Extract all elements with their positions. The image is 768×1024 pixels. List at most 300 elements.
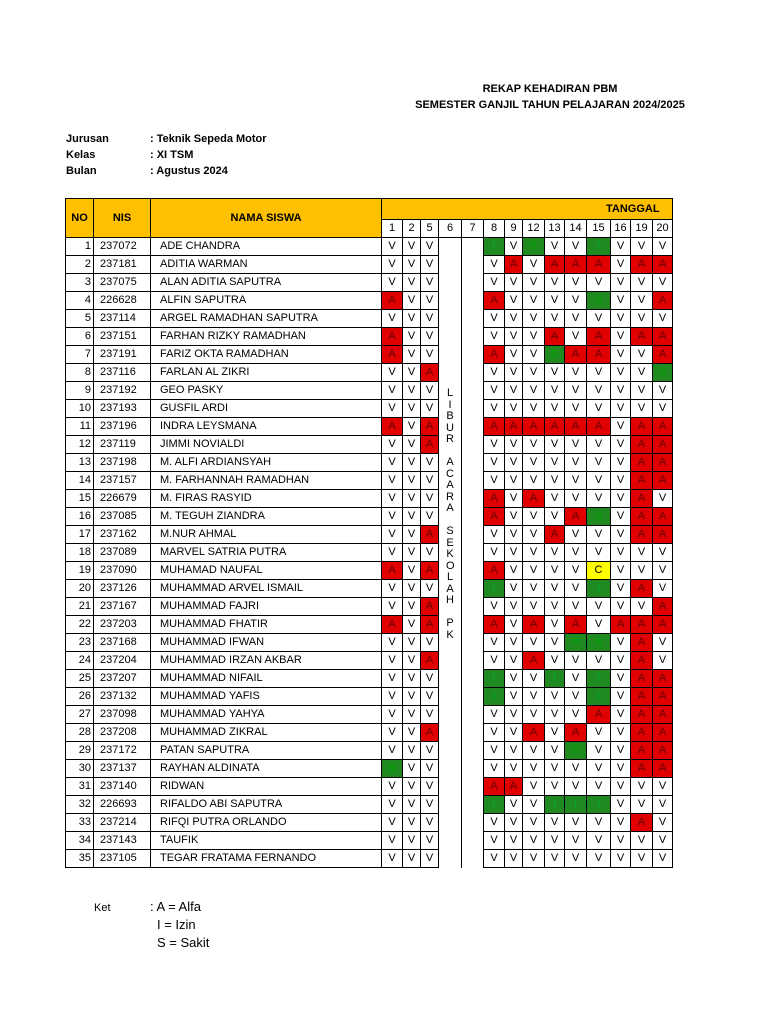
attendance-cell: A <box>587 346 611 364</box>
date-header: 15 <box>587 220 611 238</box>
attendance-cell: V <box>382 670 403 688</box>
attendance-cell: V <box>631 364 653 382</box>
attendance-cell: V <box>545 580 565 598</box>
attendance-cell: V <box>403 328 421 346</box>
attendance-cell: V <box>631 310 653 328</box>
row-number: 21 <box>66 598 94 616</box>
attendance-cell: V <box>505 634 523 652</box>
row-nis: 237198 <box>94 454 151 472</box>
attendance-cell: V <box>421 778 439 796</box>
attendance-cell: A <box>631 688 653 706</box>
attendance-cell: V <box>587 616 611 634</box>
attendance-cell: V <box>403 310 421 328</box>
attendance-cell: A <box>653 472 673 490</box>
attendance-cell: V <box>545 706 565 724</box>
table-row <box>66 346 673 364</box>
attendance-cell: V <box>505 670 523 688</box>
attendance-cell: V <box>403 796 421 814</box>
attendance-cell: V <box>545 760 565 778</box>
attendance-cell: V <box>403 850 421 868</box>
attendance-cell: A <box>421 616 439 634</box>
attendance-cell: A <box>631 760 653 778</box>
row-nis: 237207 <box>94 670 151 688</box>
row-student-name: GUSFIL ARDI <box>151 400 382 418</box>
row-nis: 237196 <box>94 418 151 436</box>
attendance-cell: V <box>421 580 439 598</box>
legend-alfa: : A = Alfa <box>150 899 201 914</box>
row-student-name: TEGAR FRATAMA FERNANDO <box>151 850 382 868</box>
attendance-cell: V <box>545 778 565 796</box>
attendance-cell: V <box>484 328 505 346</box>
info-value: : Agustus 2024 <box>150 165 228 177</box>
attendance-cell: V <box>611 598 631 616</box>
attendance-cell: V <box>611 634 631 652</box>
attendance-cell: A <box>545 526 565 544</box>
header-tanggal-label: TANGGAL <box>606 202 660 215</box>
attendance-cell: V <box>587 760 611 778</box>
row-student-name: FARLAN AL ZIKRI <box>151 364 382 382</box>
row-number: 6 <box>66 328 94 346</box>
attendance-cell: A <box>631 634 653 652</box>
attendance-cell: V <box>587 382 611 400</box>
attendance-cell: A <box>484 508 505 526</box>
attendance-cell: V <box>545 382 565 400</box>
attendance-cell: V <box>421 814 439 832</box>
attendance-cell: V <box>587 364 611 382</box>
table-row <box>66 544 673 562</box>
row-number: 12 <box>66 436 94 454</box>
table-row <box>66 778 673 796</box>
attendance-cell: V <box>611 310 631 328</box>
attendance-cell: V <box>565 544 587 562</box>
attendance-cell: V <box>403 400 421 418</box>
row-student-name: RIDWAN <box>151 778 382 796</box>
table-row <box>66 814 673 832</box>
attendance-cell: V <box>382 256 403 274</box>
table-row <box>66 562 673 580</box>
info-value: : XI TSM <box>150 149 194 161</box>
attendance-cell: V <box>545 238 565 256</box>
attendance-cell: V <box>505 400 523 418</box>
attendance-cell: A <box>653 760 673 778</box>
attendance-cell: V <box>653 832 673 850</box>
row-student-name: RAYHAN ALDINATA <box>151 760 382 778</box>
row-student-name: MUHAMMAD IFWAN <box>151 634 382 652</box>
header-nis: NIS <box>94 199 151 238</box>
row-student-name: FARHAN RIZKY RAMADHAN <box>151 328 382 346</box>
attendance-cell: A <box>653 328 673 346</box>
attendance-cell: V <box>484 382 505 400</box>
attendance-cell: V <box>545 292 565 310</box>
attendance-cell: A <box>631 724 653 742</box>
attendance-cell: V <box>403 274 421 292</box>
attendance-cell: V <box>382 580 403 598</box>
attendance-cell: V <box>523 688 545 706</box>
legend-izin: I = Izin <box>157 917 196 932</box>
attendance-cell: V <box>403 382 421 400</box>
attendance-cell: V <box>611 436 631 454</box>
attendance-cell: V <box>565 274 587 292</box>
attendance-cell: V <box>631 778 653 796</box>
attendance-cell: V <box>403 778 421 796</box>
attendance-cell: V <box>565 850 587 868</box>
row-number: 25 <box>66 670 94 688</box>
attendance-cell: V <box>484 742 505 760</box>
attendance-cell: A <box>421 364 439 382</box>
row-student-name: MUHAMMAD FAJRI <box>151 598 382 616</box>
attendance-cell: V <box>545 814 565 832</box>
attendance-cell: V <box>403 832 421 850</box>
holiday-label <box>446 388 454 641</box>
attendance-cell: V <box>565 652 587 670</box>
attendance-cell: V <box>631 238 653 256</box>
row-number: 32 <box>66 796 94 814</box>
holiday-letter: K <box>446 628 454 641</box>
attendance-cell: A <box>565 724 587 742</box>
attendance-cell: V <box>523 346 545 364</box>
attendance-cell: V <box>565 814 587 832</box>
row-nis: 237116 <box>94 364 151 382</box>
attendance-cell: V <box>587 490 611 508</box>
attendance-cell: V <box>403 526 421 544</box>
row-number: 18 <box>66 544 94 562</box>
attendance-cell: V <box>611 364 631 382</box>
date-header: 6 <box>439 220 462 238</box>
attendance-cell: V <box>403 688 421 706</box>
attendance-cell: V <box>565 238 587 256</box>
table-row <box>66 724 673 742</box>
attendance-cell: A <box>523 724 545 742</box>
holiday-letter: S <box>446 525 454 537</box>
attendance-cell: V <box>545 616 565 634</box>
attendance-cell: A <box>565 616 587 634</box>
attendance-cell: V <box>382 652 403 670</box>
row-number: 26 <box>66 688 94 706</box>
attendance-cell: V <box>565 400 587 418</box>
attendance-cell: C <box>587 562 611 580</box>
attendance-cell: V <box>565 472 587 490</box>
attendance-cell: A <box>565 418 587 436</box>
attendance-cell: V <box>653 634 673 652</box>
attendance-cell: V <box>382 454 403 472</box>
row-number: 1 <box>66 238 94 256</box>
row-number: 16 <box>66 508 94 526</box>
attendance-cell: A <box>631 706 653 724</box>
attendance-cell: V <box>565 562 587 580</box>
row-nis: 237157 <box>94 472 151 490</box>
row-number: 17 <box>66 526 94 544</box>
date-header: 19 <box>631 220 653 238</box>
attendance-cell: A <box>631 508 653 526</box>
attendance-cell: V <box>587 850 611 868</box>
attendance-cell: V <box>565 688 587 706</box>
attendance-cell: V <box>565 292 587 310</box>
attendance-cell: V <box>587 832 611 850</box>
holiday-letter: A <box>446 502 454 514</box>
attendance-cell: V <box>653 652 673 670</box>
attendance-cell: V <box>611 688 631 706</box>
attendance-cell: A <box>653 436 673 454</box>
attendance-cell: V <box>611 346 631 364</box>
row-student-name: JIMMI NOVIALDI <box>151 436 382 454</box>
attendance-cell: V <box>382 742 403 760</box>
holiday-letter: H <box>446 594 454 606</box>
report-title: REKAP KEHADIRAN PBM <box>482 83 618 95</box>
attendance-cell: A <box>545 328 565 346</box>
attendance-cell: V <box>523 814 545 832</box>
attendance-cell: V <box>653 490 673 508</box>
row-student-name: FARIZ OKTA RAMADHAN <box>151 346 382 364</box>
attendance-cell: V <box>523 526 545 544</box>
attendance-cell: A <box>382 418 403 436</box>
row-student-name: INDRA LEYSMANA <box>151 418 382 436</box>
attendance-cell: A <box>653 742 673 760</box>
attendance-cell: V <box>631 832 653 850</box>
attendance-cell: A <box>653 616 673 634</box>
attendance-cell: V <box>484 472 505 490</box>
attendance-cell: V <box>565 526 587 544</box>
row-number: 11 <box>66 418 94 436</box>
attendance-cell: V <box>505 706 523 724</box>
row-nis: 237137 <box>94 760 151 778</box>
attendance-cell: A <box>421 526 439 544</box>
attendance-cell: V <box>505 436 523 454</box>
attendance-cell: A <box>484 778 505 796</box>
table-row <box>66 382 673 400</box>
attendance-cell: V <box>505 724 523 742</box>
table-row <box>66 832 673 850</box>
info-label: Bulan <box>66 165 97 177</box>
attendance-cell: V <box>484 256 505 274</box>
attendance-cell: V <box>611 274 631 292</box>
attendance-cell: A <box>382 562 403 580</box>
attendance-cell: A <box>631 526 653 544</box>
attendance-cell: V <box>631 598 653 616</box>
attendance-cell: V <box>403 706 421 724</box>
holiday-letter: O <box>446 559 455 572</box>
attendance-cell: V <box>653 814 673 832</box>
attendance-cell: V <box>505 346 523 364</box>
row-number: 9 <box>66 382 94 400</box>
legend-label: Ket <box>94 902 111 914</box>
attendance-cell: V <box>484 544 505 562</box>
table-row <box>66 238 673 256</box>
row-nis: 237214 <box>94 814 151 832</box>
attendance-cell: V <box>523 328 545 346</box>
attendance-cell: V <box>484 850 505 868</box>
attendance-cell: V <box>611 562 631 580</box>
row-student-name: RIFQI PUTRA ORLANDO <box>151 814 382 832</box>
attendance-cell: V <box>403 472 421 490</box>
attendance-cell: V <box>484 832 505 850</box>
attendance-cell: V <box>421 796 439 814</box>
table-row <box>66 706 673 724</box>
attendance-cell: V <box>545 688 565 706</box>
row-number: 22 <box>66 616 94 634</box>
attendance-cell: V <box>523 850 545 868</box>
row-number: 20 <box>66 580 94 598</box>
attendance-cell: V <box>523 400 545 418</box>
attendance-cell: V <box>505 688 523 706</box>
attendance-cell: V <box>545 508 565 526</box>
row-number: 23 <box>66 634 94 652</box>
attendance-cell: V <box>565 364 587 382</box>
row-number: 24 <box>66 652 94 670</box>
attendance-cell: V <box>382 724 403 742</box>
attendance-cell: V <box>484 814 505 832</box>
attendance-cell: V <box>611 724 631 742</box>
attendance-cell: V <box>403 544 421 562</box>
row-number: 28 <box>66 724 94 742</box>
attendance-cell: V <box>382 364 403 382</box>
attendance-cell: V <box>587 814 611 832</box>
attendance-cell: V <box>611 292 631 310</box>
row-student-name: MARVEL SATRIA PUTRA <box>151 544 382 562</box>
row-student-name: ALFIN SAPUTRA <box>151 292 382 310</box>
attendance-cell: V <box>545 850 565 868</box>
attendance-cell: A <box>653 724 673 742</box>
attendance-cell: V <box>587 274 611 292</box>
holiday-letter: C <box>446 467 454 480</box>
date-header: 13 <box>545 220 565 238</box>
attendance-cell: A <box>631 490 653 508</box>
attendance-cell: A <box>587 418 611 436</box>
header-tanggal <box>382 199 673 220</box>
attendance-cell: V <box>382 508 403 526</box>
attendance-cell: A <box>631 328 653 346</box>
attendance-cell: V <box>382 598 403 616</box>
attendance-cell: V <box>631 292 653 310</box>
table-row <box>66 472 673 490</box>
attendance-cell: A <box>484 616 505 634</box>
attendance-cell: V <box>505 562 523 580</box>
attendance-cell: S <box>565 742 587 760</box>
attendance-cell: V <box>611 760 631 778</box>
attendance-cell: V <box>505 310 523 328</box>
attendance-cell: V <box>382 310 403 328</box>
attendance-cell: V <box>587 454 611 472</box>
holiday-letter: B <box>446 410 454 422</box>
attendance-cell: A <box>523 490 545 508</box>
attendance-cell: V <box>382 490 403 508</box>
attendance-cell: V <box>403 238 421 256</box>
row-nis: 237208 <box>94 724 151 742</box>
attendance-cell: V <box>403 364 421 382</box>
attendance-cell: V <box>565 760 587 778</box>
attendance-cell: V <box>545 454 565 472</box>
table-row <box>66 652 673 670</box>
attendance-cell: A <box>631 670 653 688</box>
table-row <box>66 418 673 436</box>
attendance-cell: V <box>403 292 421 310</box>
attendance-cell: A <box>631 472 653 490</box>
attendance-cell: V <box>631 850 653 868</box>
holiday-letter: E <box>446 536 454 549</box>
attendance-cell: V <box>611 652 631 670</box>
attendance-cell: V <box>421 490 439 508</box>
attendance-cell: V <box>505 616 523 634</box>
holiday-7 <box>462 238 484 868</box>
table-row <box>66 850 673 868</box>
attendance-cell: V <box>523 310 545 328</box>
attendance-cell: V <box>505 742 523 760</box>
attendance-cell: V <box>421 472 439 490</box>
attendance-cell: V <box>565 778 587 796</box>
holiday-letter: P <box>446 617 454 629</box>
table-row <box>66 742 673 760</box>
attendance-cell: S <box>523 238 545 256</box>
row-number: 34 <box>66 832 94 850</box>
attendance-cell: V <box>484 310 505 328</box>
row-student-name: ADITIA WARMAN <box>151 256 382 274</box>
row-nis: 237162 <box>94 526 151 544</box>
attendance-cell: V <box>421 850 439 868</box>
attendance-cell: V <box>523 796 545 814</box>
attendance-cell: A <box>565 256 587 274</box>
attendance-cell: I <box>545 670 565 688</box>
holiday-letter: K <box>446 548 454 560</box>
row-student-name: M. ALFI ARDIANSYAH <box>151 454 382 472</box>
legend <box>94 898 209 952</box>
attendance-cell: V <box>523 778 545 796</box>
attendance-cell: V <box>484 706 505 724</box>
attendance-cell: V <box>421 760 439 778</box>
attendance-cell: V <box>523 454 545 472</box>
attendance-cell: A <box>484 490 505 508</box>
attendance-cell: V <box>611 544 631 562</box>
attendance-cell: V <box>653 238 673 256</box>
attendance-cell: V <box>421 688 439 706</box>
row-student-name: ADE CHANDRA <box>151 238 382 256</box>
row-student-name: TAUFIK <box>151 832 382 850</box>
attendance-cell: V <box>611 814 631 832</box>
attendance-cell: V <box>545 742 565 760</box>
attendance-cell: V <box>631 382 653 400</box>
row-student-name: MUHAMAD NAUFAL <box>151 562 382 580</box>
info-row <box>66 133 267 145</box>
attendance-cell: V <box>565 490 587 508</box>
info-label: Jurusan <box>66 133 109 145</box>
attendance-cell: V <box>382 778 403 796</box>
row-number: 3 <box>66 274 94 292</box>
attendance-cell: A <box>631 580 653 598</box>
attendance-cell: A <box>631 454 653 472</box>
attendance-cell: V <box>421 382 439 400</box>
attendance-cell: V <box>403 418 421 436</box>
attendance-cell: S <box>653 364 673 382</box>
row-number: 2 <box>66 256 94 274</box>
attendance-cell: V <box>587 400 611 418</box>
attendance-cell: V <box>505 598 523 616</box>
attendance-cell: V <box>421 238 439 256</box>
attendance-cell: I <box>484 580 505 598</box>
attendance-cell: V <box>505 652 523 670</box>
attendance-cell: A <box>382 292 403 310</box>
attendance-cell: V <box>611 832 631 850</box>
attendance-cell: V <box>421 400 439 418</box>
row-nis: 237151 <box>94 328 151 346</box>
attendance-cell: A <box>565 346 587 364</box>
attendance-cell: V <box>523 634 545 652</box>
attendance-cell: S <box>587 634 611 652</box>
attendance-cell: V <box>523 562 545 580</box>
legend-sakit: S = Sakit <box>157 935 210 950</box>
row-number: 35 <box>66 850 94 868</box>
table-row <box>66 364 673 382</box>
attendance-cell: V <box>484 436 505 454</box>
date-header: 20 <box>653 220 673 238</box>
attendance-cell: V <box>505 760 523 778</box>
